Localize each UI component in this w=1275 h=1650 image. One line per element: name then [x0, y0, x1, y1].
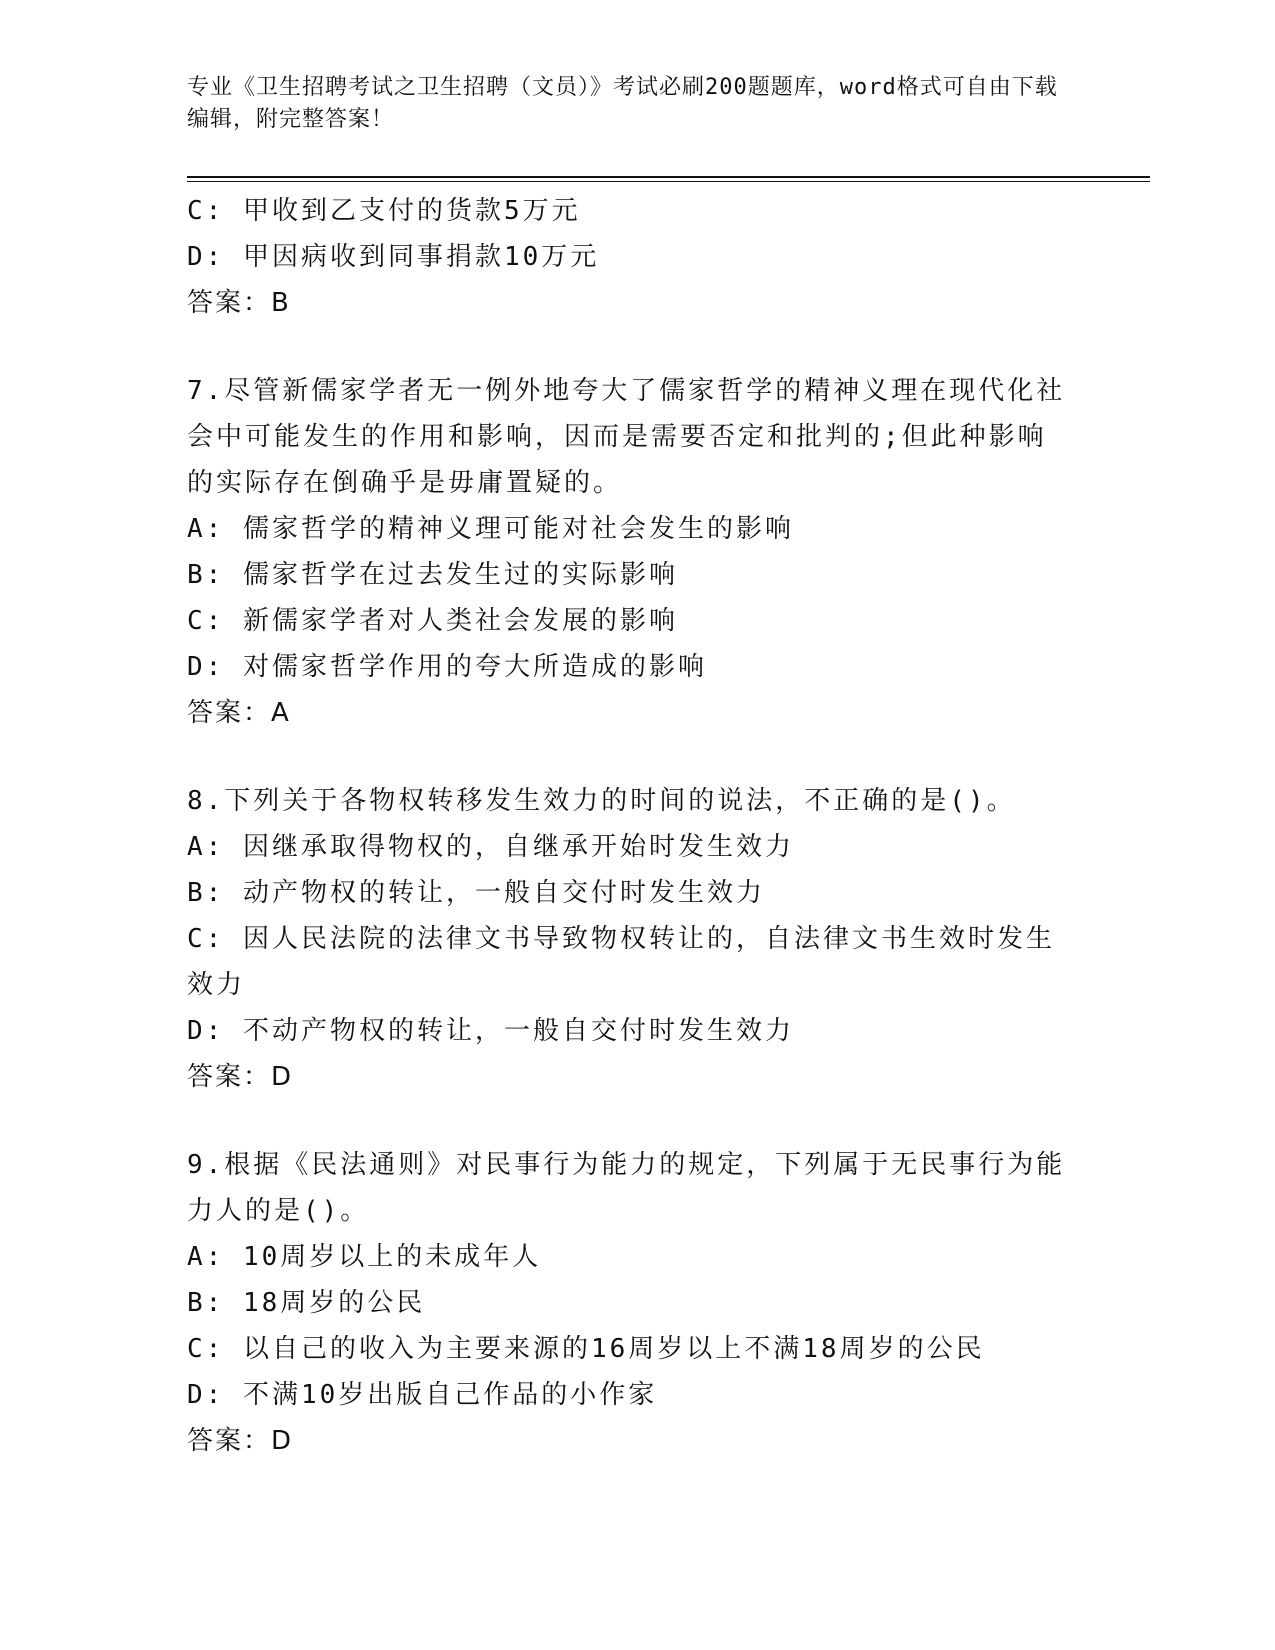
question-stem: 9.根据《民法通则》对民事行为能力的规定，下列属于无民事行为能力人的是()。: [187, 1150, 1066, 1226]
page-header: 专业《卫生招聘考试之卫生招聘（文员）》考试必刷200题题库，word格式可自由下载编辑，附完整答案！: [187, 75, 1058, 132]
header-rule-thick: [187, 176, 1150, 178]
answer: 答案：D: [187, 1062, 294, 1092]
spacer: [187, 326, 1067, 368]
option-a: A: 因继承取得物权的，自继承开始时发生效力: [187, 832, 794, 862]
option-d: D: 不动产物权的转让，一般自交付时发生效力: [187, 1016, 794, 1046]
option-b: B: 儒家哲学在过去发生过的实际影响: [187, 560, 678, 590]
option-a: A: 10周岁以上的未成年人: [187, 1242, 542, 1272]
option-d: D: 不满10岁出版自己作品的小作家: [187, 1380, 658, 1410]
option-d: D: 甲因病收到同事捐款10万元: [187, 242, 600, 272]
spacer: [187, 736, 1067, 778]
question-stem: 8.下列关于各物权转移发生效力的时间的说法，不正确的是()。: [187, 786, 1016, 816]
option-c: C: 新儒家学者对人类社会发展的影响: [187, 606, 678, 636]
question-stem: 7.尽管新儒家学者无一例外地夸大了儒家哲学的精神义理在现代化社会中可能发生的作用和影响，因而是需要否定和批判的;但此种影响的实际存在倒确乎是毋庸置疑的。: [187, 376, 1066, 498]
option-d: D: 对儒家哲学作用的夸大所造成的影响: [187, 652, 707, 682]
option-b: B: 18周岁的公民: [187, 1288, 426, 1318]
option-a: A: 儒家哲学的精神义理可能对社会发生的影响: [187, 514, 794, 544]
question-6-partial: [187, 188, 1067, 326]
answer: 答案：D: [187, 1426, 294, 1456]
option-c: C: 甲收到乙支付的货款5万元: [187, 196, 581, 226]
question-8: [187, 778, 1067, 1100]
spacer: [187, 1100, 1067, 1142]
option-c: C: 因人民法院的法律文书导致物权转让的，自法律文书生效时发生效力: [187, 924, 1055, 1000]
answer: 答案：A: [187, 698, 291, 728]
question-9: [187, 1142, 1067, 1464]
answer: 答案：B: [187, 288, 291, 318]
option-b: B: 动产物权的转让，一般自交付时发生效力: [187, 878, 765, 908]
option-c: C: 以自己的收入为主要来源的16周岁以上不满18周岁的公民: [187, 1334, 985, 1364]
question-7: [187, 368, 1067, 736]
header-rule-thin: [187, 181, 1150, 182]
question-list: [187, 188, 1067, 1464]
